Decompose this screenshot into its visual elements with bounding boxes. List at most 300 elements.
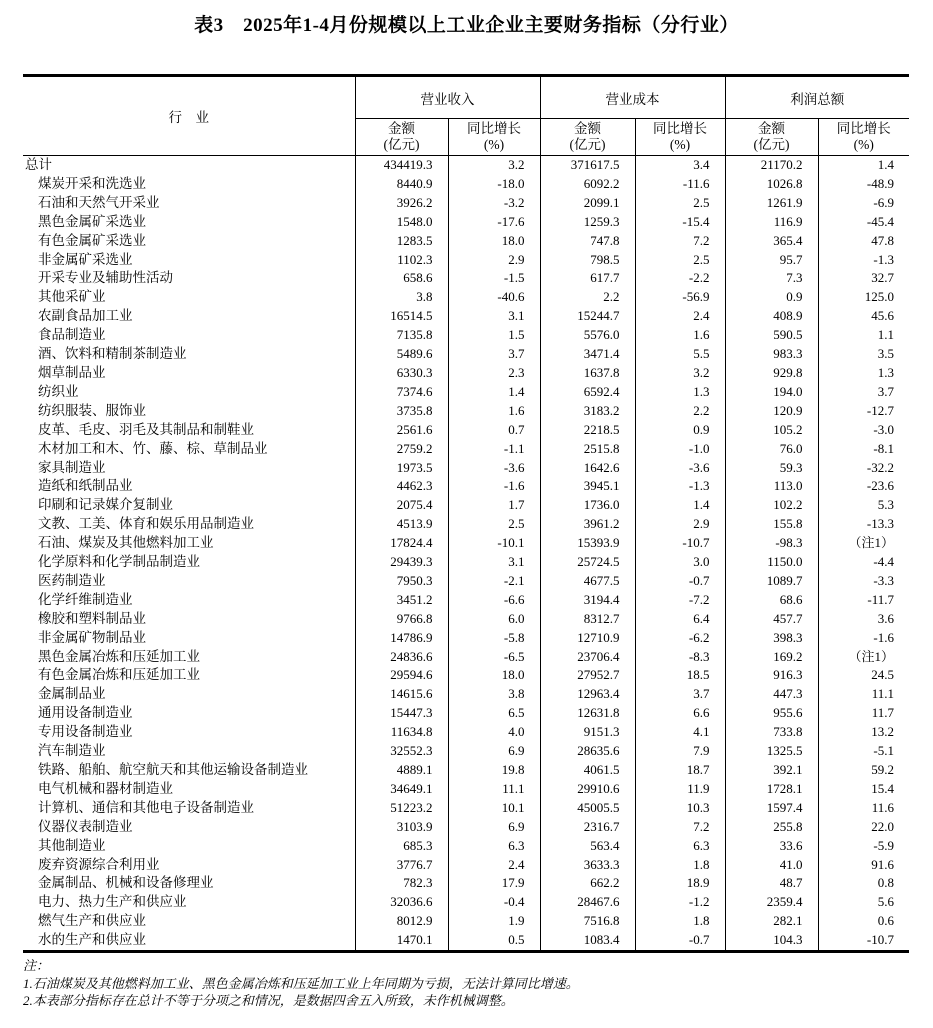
value-cell: 3103.9: [355, 818, 448, 837]
value-cell: 2561.6: [355, 421, 448, 440]
subheader-cost-growth: [635, 119, 725, 156]
value-cell: -1.2: [635, 893, 725, 912]
table-row: [23, 232, 909, 251]
value-cell: 1597.4: [725, 799, 818, 818]
industry-cell: 文教、工美、体育和娱乐用品制造业: [38, 516, 254, 532]
value-cell: 19.8: [448, 761, 540, 780]
industry-cell: 计算机、通信和其他电子设备制造业: [38, 799, 254, 815]
value-cell: 1.3: [635, 383, 725, 402]
value-cell: 1.6: [448, 402, 540, 421]
industry-cell: 开采专业及辅助性活动: [38, 270, 173, 286]
value-cell: 563.4: [540, 837, 635, 856]
value-cell: -48.9: [818, 175, 909, 194]
table-row: [23, 213, 909, 232]
table-row: [23, 629, 909, 648]
value-cell: -3.6: [635, 459, 725, 478]
value-cell: 1325.5: [725, 742, 818, 761]
value-cell: 6.9: [448, 742, 540, 761]
value-cell: 733.8: [725, 723, 818, 742]
value-cell: 12631.8: [540, 704, 635, 723]
value-cell: 1026.8: [725, 175, 818, 194]
value-cell: 457.7: [725, 610, 818, 629]
industry-cell: 橡胶和塑料制品业: [38, 610, 146, 626]
value-cell: 8440.9: [355, 175, 448, 194]
subheader-revenue-growth: [448, 119, 540, 156]
value-cell: 7374.6: [355, 383, 448, 402]
note-item: 1.石油煤炭及其他燃料加工业、黑色金属冶炼和压延加工业上年同期为亏损，无法计算同比增速。: [23, 975, 579, 991]
value-cell: -1.6: [448, 477, 540, 496]
subheader-revenue-amount: [355, 119, 448, 156]
table-row: [23, 534, 909, 553]
value-cell: 798.5: [540, 251, 635, 270]
group-header-row: [23, 76, 909, 119]
industry-cell: 烟草制品业: [38, 364, 106, 380]
notes-label: 注：: [23, 958, 50, 974]
value-cell: -1.3: [635, 477, 725, 496]
value-cell: 23706.4: [540, 648, 635, 667]
value-cell: -1.5: [448, 269, 540, 288]
value-cell: -3.0: [818, 421, 909, 440]
industry-cell: 医药制造业: [38, 572, 106, 588]
value-cell: -1.6: [818, 629, 909, 648]
industry-cell: 黑色金属冶炼和压延加工业: [38, 648, 200, 664]
value-cell: 7516.8: [540, 912, 635, 931]
value-cell: -8.3: [635, 648, 725, 667]
industry-cell: 酒、饮料和精制茶制造业: [38, 346, 187, 362]
industry-cell: 皮革、毛皮、羽毛及其制品和制鞋业: [38, 421, 254, 437]
value-cell: 6.9: [448, 818, 540, 837]
value-cell: 12963.4: [540, 685, 635, 704]
table-row: [23, 194, 909, 213]
value-cell: 3.2: [448, 156, 540, 175]
value-cell: 34649.1: [355, 780, 448, 799]
industry-cell: 铁路、船舶、航空航天和其他运输设备制造业: [38, 762, 308, 777]
value-cell: 1089.7: [725, 572, 818, 591]
industry-cell: 家具制造业: [38, 459, 106, 475]
table-row: [23, 288, 909, 307]
value-cell: 18.5: [635, 666, 725, 685]
table-row: [23, 723, 909, 742]
table-row: [23, 761, 909, 780]
value-cell: 1.7: [448, 496, 540, 515]
notes: [23, 957, 933, 1010]
value-cell: -45.4: [818, 213, 909, 232]
table-row: [23, 307, 909, 326]
value-cell: 392.1: [725, 761, 818, 780]
subheader-amount-unit: (亿元): [383, 137, 420, 152]
value-cell: 41.0: [725, 856, 818, 875]
value-cell: 6.5: [448, 704, 540, 723]
table-row: [23, 856, 909, 875]
value-cell: 18.9: [635, 874, 725, 893]
value-cell: 29439.3: [355, 553, 448, 572]
value-cell: -0.4: [448, 893, 540, 912]
industry-cell: 其他采矿业: [38, 289, 106, 305]
value-cell: 3.1: [448, 307, 540, 326]
value-cell: 2075.4: [355, 496, 448, 515]
table-row: [23, 648, 909, 667]
group-header-total-profit: 利润总额: [725, 76, 909, 119]
industry-cell: 农副食品加工业: [38, 308, 133, 324]
value-cell: 45005.5: [540, 799, 635, 818]
value-cell: 6.4: [635, 610, 725, 629]
value-cell: -18.0: [448, 175, 540, 194]
value-cell: -3.2: [448, 194, 540, 213]
industry-cell: 食品制造业: [38, 327, 106, 343]
value-cell: -5.9: [818, 837, 909, 856]
value-cell: 590.5: [725, 326, 818, 345]
industry-cell: 化学纤维制造业: [38, 591, 133, 607]
table-row: [23, 931, 909, 951]
value-cell: -6.6: [448, 591, 540, 610]
value-cell: 59.3: [725, 459, 818, 478]
value-cell: 2.5: [635, 251, 725, 270]
subheader-growth-label: 同比增长: [836, 121, 891, 136]
table-row: [23, 459, 909, 478]
value-cell: -10.1: [448, 534, 540, 553]
value-cell: -2.2: [635, 269, 725, 288]
value-cell: 4513.9: [355, 515, 448, 534]
value-cell: -0.7: [635, 572, 725, 591]
value-cell: 1150.0: [725, 553, 818, 572]
value-cell: 5.3: [818, 496, 909, 515]
value-cell: 2.2: [635, 402, 725, 421]
value-cell: 15447.3: [355, 704, 448, 723]
value-cell: 1283.5: [355, 232, 448, 251]
table-row: [23, 269, 909, 288]
table-row: [23, 742, 909, 761]
value-cell: -17.6: [448, 213, 540, 232]
subheader-growth-label: 同比增长: [467, 121, 521, 136]
value-cell: 4.0: [448, 723, 540, 742]
industry-column-header: 行 业: [23, 76, 355, 156]
table-row: [23, 704, 909, 723]
value-cell: 3776.7: [355, 856, 448, 875]
industry-cell: 电气机械和器材制造业: [38, 780, 173, 796]
industry-cell: 石油、煤炭及其他燃料加工业: [38, 535, 214, 551]
value-cell: 9151.3: [540, 723, 635, 742]
value-cell: 434419.3: [355, 156, 448, 175]
value-cell: 0.9: [635, 421, 725, 440]
value-cell: -12.7: [818, 402, 909, 421]
value-cell: 2515.8: [540, 440, 635, 459]
value-cell: 116.9: [725, 213, 818, 232]
value-cell: 3.8: [355, 288, 448, 307]
value-cell: 45.6: [818, 307, 909, 326]
value-cell: 11634.8: [355, 723, 448, 742]
subheader-amount-label: 金额: [574, 121, 601, 136]
industry-cell: 石油和天然气开采业: [38, 194, 160, 210]
value-cell: 169.2: [725, 648, 818, 667]
value-cell: -1.3: [818, 251, 909, 270]
value-cell: 3194.4: [540, 591, 635, 610]
industry-cell: 燃气生产和供应业: [38, 913, 146, 929]
subheader-amount-label: 金额: [758, 121, 785, 136]
value-cell: 5489.6: [355, 345, 448, 364]
value-cell: 983.3: [725, 345, 818, 364]
value-cell: 12710.9: [540, 629, 635, 648]
page-title: 表3 2025年1-4月份规模以上工业企业主要财务指标（分行业）: [194, 15, 739, 36]
value-cell: 32.7: [818, 269, 909, 288]
value-cell: 11.1: [818, 685, 909, 704]
value-cell: 3.7: [635, 685, 725, 704]
value-cell: 1.9: [448, 912, 540, 931]
value-cell: 1.4: [818, 156, 909, 175]
table-row: [23, 383, 909, 402]
table-row: [23, 421, 909, 440]
value-cell: 22.0: [818, 818, 909, 837]
table-row: [23, 874, 909, 893]
table-row: [23, 251, 909, 270]
industry-cell: 总计: [25, 157, 52, 172]
value-cell: 3926.2: [355, 194, 448, 213]
industry-cell: 水的生产和供应业: [38, 932, 146, 948]
note-item: 2.本表部分指标存在总计不等于分项之和情况，是数据四舍五入所致，未作机械调整。: [23, 993, 514, 1009]
table-row: [23, 326, 909, 345]
value-cell: 125.0: [818, 288, 909, 307]
value-cell: -11.6: [635, 175, 725, 194]
table-row: [23, 912, 909, 931]
value-cell: -10.7: [818, 931, 909, 951]
value-cell: 0.9: [725, 288, 818, 307]
value-cell: -98.3: [725, 534, 818, 553]
value-cell: 662.2: [540, 874, 635, 893]
value-cell: -15.4: [635, 213, 725, 232]
value-cell: 1.1: [818, 326, 909, 345]
value-cell: 0.8: [818, 874, 909, 893]
value-cell: -11.7: [818, 591, 909, 610]
subheader-amount-unit: (亿元): [753, 137, 790, 152]
value-cell: 782.3: [355, 874, 448, 893]
value-cell: 16514.5: [355, 307, 448, 326]
industry-cell: 印刷和记录媒介复制业: [38, 497, 173, 513]
table-row: [23, 477, 909, 496]
industry-cell: 黑色金属矿采选业: [38, 213, 146, 229]
value-cell: 47.8: [818, 232, 909, 251]
value-cell: 11.6: [818, 799, 909, 818]
value-cell: 11.1: [448, 780, 540, 799]
value-cell: 0.5: [448, 931, 540, 951]
value-cell: 6092.2: [540, 175, 635, 194]
value-cell: 3451.2: [355, 591, 448, 610]
value-cell: 2.2: [540, 288, 635, 307]
industry-cell: 仪器仪表制造业: [38, 818, 133, 834]
value-cell: 1.8: [635, 856, 725, 875]
table-row: [23, 685, 909, 704]
value-cell: 447.3: [725, 685, 818, 704]
value-cell: 120.9: [725, 402, 818, 421]
value-cell: 1548.0: [355, 213, 448, 232]
value-cell: 1470.1: [355, 931, 448, 951]
value-cell: 4.1: [635, 723, 725, 742]
table-row: [23, 780, 909, 799]
industry-cell: 金属制品业: [38, 686, 106, 702]
table-row: [23, 572, 909, 591]
value-cell: 658.6: [355, 269, 448, 288]
value-cell: 398.3: [725, 629, 818, 648]
table-row: [23, 799, 909, 818]
value-cell: -7.2: [635, 591, 725, 610]
value-cell: 255.8: [725, 818, 818, 837]
value-cell: 3961.2: [540, 515, 635, 534]
industry-cell: 汽车制造业: [38, 743, 106, 759]
value-cell: 1102.3: [355, 251, 448, 270]
value-cell: 18.0: [448, 666, 540, 685]
value-cell: 1261.9: [725, 194, 818, 213]
value-cell: 194.0: [725, 383, 818, 402]
value-cell: 2099.1: [540, 194, 635, 213]
value-cell: 2359.4: [725, 893, 818, 912]
value-cell: 0.7: [448, 421, 540, 440]
value-cell: 27952.7: [540, 666, 635, 685]
value-cell: 1.4: [635, 496, 725, 515]
value-cell: 6330.3: [355, 364, 448, 383]
value-cell: 10.3: [635, 799, 725, 818]
value-cell: 7.9: [635, 742, 725, 761]
industry-cell: 化学原料和化学制品制造业: [38, 554, 200, 570]
value-cell: 2.4: [635, 307, 725, 326]
subheader-growth-unit: (%): [669, 137, 691, 152]
value-cell: 2218.5: [540, 421, 635, 440]
value-cell: 105.2: [725, 421, 818, 440]
table-row: [23, 515, 909, 534]
industry-cell: 有色金属矿采选业: [38, 232, 146, 248]
value-cell: 3945.1: [540, 477, 635, 496]
value-cell: 29594.6: [355, 666, 448, 685]
value-cell: 18.0: [448, 232, 540, 251]
value-cell: 1736.0: [540, 496, 635, 515]
value-cell: 371617.5: [540, 156, 635, 175]
value-cell: 91.6: [818, 856, 909, 875]
value-cell: 68.6: [725, 591, 818, 610]
table-row: [23, 496, 909, 515]
value-cell: 2759.2: [355, 440, 448, 459]
value-cell: 2.5: [448, 515, 540, 534]
table-row: [23, 364, 909, 383]
subheader-profit-growth: [818, 119, 909, 156]
industry-cell: 废弃资源综合利用业: [38, 856, 160, 872]
table-row: [23, 818, 909, 837]
table-body: [23, 156, 909, 952]
value-cell: 25724.5: [540, 553, 635, 572]
value-cell: -56.9: [635, 288, 725, 307]
table-header: [23, 76, 909, 156]
value-cell: 2.3: [448, 364, 540, 383]
value-cell: -8.1: [818, 440, 909, 459]
value-cell: 3471.4: [540, 345, 635, 364]
subheader-amount-unit: (亿元): [569, 137, 606, 152]
industry-cell: 其他制造业: [38, 837, 106, 853]
value-cell: -1.1: [448, 440, 540, 459]
value-cell: 6.0: [448, 610, 540, 629]
value-cell: 1642.6: [540, 459, 635, 478]
value-cell: 33.6: [725, 837, 818, 856]
value-cell: -40.6: [448, 288, 540, 307]
table-row: [23, 345, 909, 364]
value-cell: -1.0: [635, 440, 725, 459]
value-cell: 1728.1: [725, 780, 818, 799]
value-cell: 2316.7: [540, 818, 635, 837]
value-cell: 916.3: [725, 666, 818, 685]
industry-cell: 金属制品、机械和设备修理业: [38, 875, 214, 891]
value-cell: 155.8: [725, 515, 818, 534]
value-cell: 5.6: [818, 893, 909, 912]
value-cell: 3.2: [635, 364, 725, 383]
value-cell: -6.9: [818, 194, 909, 213]
industry-cell: 木材加工和木、竹、藤、棕、草制品业: [38, 440, 268, 456]
value-cell: 5576.0: [540, 326, 635, 345]
value-cell: 95.7: [725, 251, 818, 270]
value-cell: 1.3: [818, 364, 909, 383]
value-cell: 929.8: [725, 364, 818, 383]
value-cell: 21170.2: [725, 156, 818, 175]
value-cell: 29910.6: [540, 780, 635, 799]
value-cell: 282.1: [725, 912, 818, 931]
value-cell: 4462.3: [355, 477, 448, 496]
value-cell: 2.9: [635, 515, 725, 534]
value-cell: 365.4: [725, 232, 818, 251]
value-cell: 104.3: [725, 931, 818, 951]
table-row: [23, 591, 909, 610]
value-cell: 8312.7: [540, 610, 635, 629]
value-cell: 1.8: [635, 912, 725, 931]
value-cell: 3183.2: [540, 402, 635, 421]
value-cell: 5.5: [635, 345, 725, 364]
value-cell: 24836.6: [355, 648, 448, 667]
value-cell: 32036.6: [355, 893, 448, 912]
value-cell: 1973.5: [355, 459, 448, 478]
subheader-amount-label: 金额: [388, 121, 415, 136]
value-cell: 3.7: [818, 383, 909, 402]
value-cell: 18.7: [635, 761, 725, 780]
value-cell: 1.4: [448, 383, 540, 402]
value-cell: 13.2: [818, 723, 909, 742]
table-row: [23, 893, 909, 912]
value-cell: 6.3: [448, 837, 540, 856]
value-cell: 7.2: [635, 232, 725, 251]
value-cell: 8012.9: [355, 912, 448, 931]
value-cell: 1637.8: [540, 364, 635, 383]
value-cell: 9766.8: [355, 610, 448, 629]
industry-cell: 专用设备制造业: [38, 724, 133, 740]
value-cell: 3.5: [818, 345, 909, 364]
value-cell: 3735.8: [355, 402, 448, 421]
value-cell: -32.2: [818, 459, 909, 478]
value-cell: 3.4: [635, 156, 725, 175]
table-row: [23, 666, 909, 685]
value-cell: 3.7: [448, 345, 540, 364]
value-cell: 7.2: [635, 818, 725, 837]
group-header-operating-cost: 营业成本: [540, 76, 725, 119]
value-cell: 24.5: [818, 666, 909, 685]
value-cell: 1083.4: [540, 931, 635, 951]
value-cell: 10.1: [448, 799, 540, 818]
value-cell: -3.6: [448, 459, 540, 478]
value-cell: 6.6: [635, 704, 725, 723]
value-cell: 7950.3: [355, 572, 448, 591]
table-row: [23, 175, 909, 194]
value-cell: -5.1: [818, 742, 909, 761]
value-cell: 955.6: [725, 704, 818, 723]
value-cell: 7.3: [725, 269, 818, 288]
value-cell: 2.9: [448, 251, 540, 270]
value-cell: 14615.6: [355, 685, 448, 704]
value-cell: 28467.6: [540, 893, 635, 912]
value-cell: 14786.9: [355, 629, 448, 648]
value-cell: 17824.4: [355, 534, 448, 553]
value-cell: -0.7: [635, 931, 725, 951]
value-cell: 747.8: [540, 232, 635, 251]
